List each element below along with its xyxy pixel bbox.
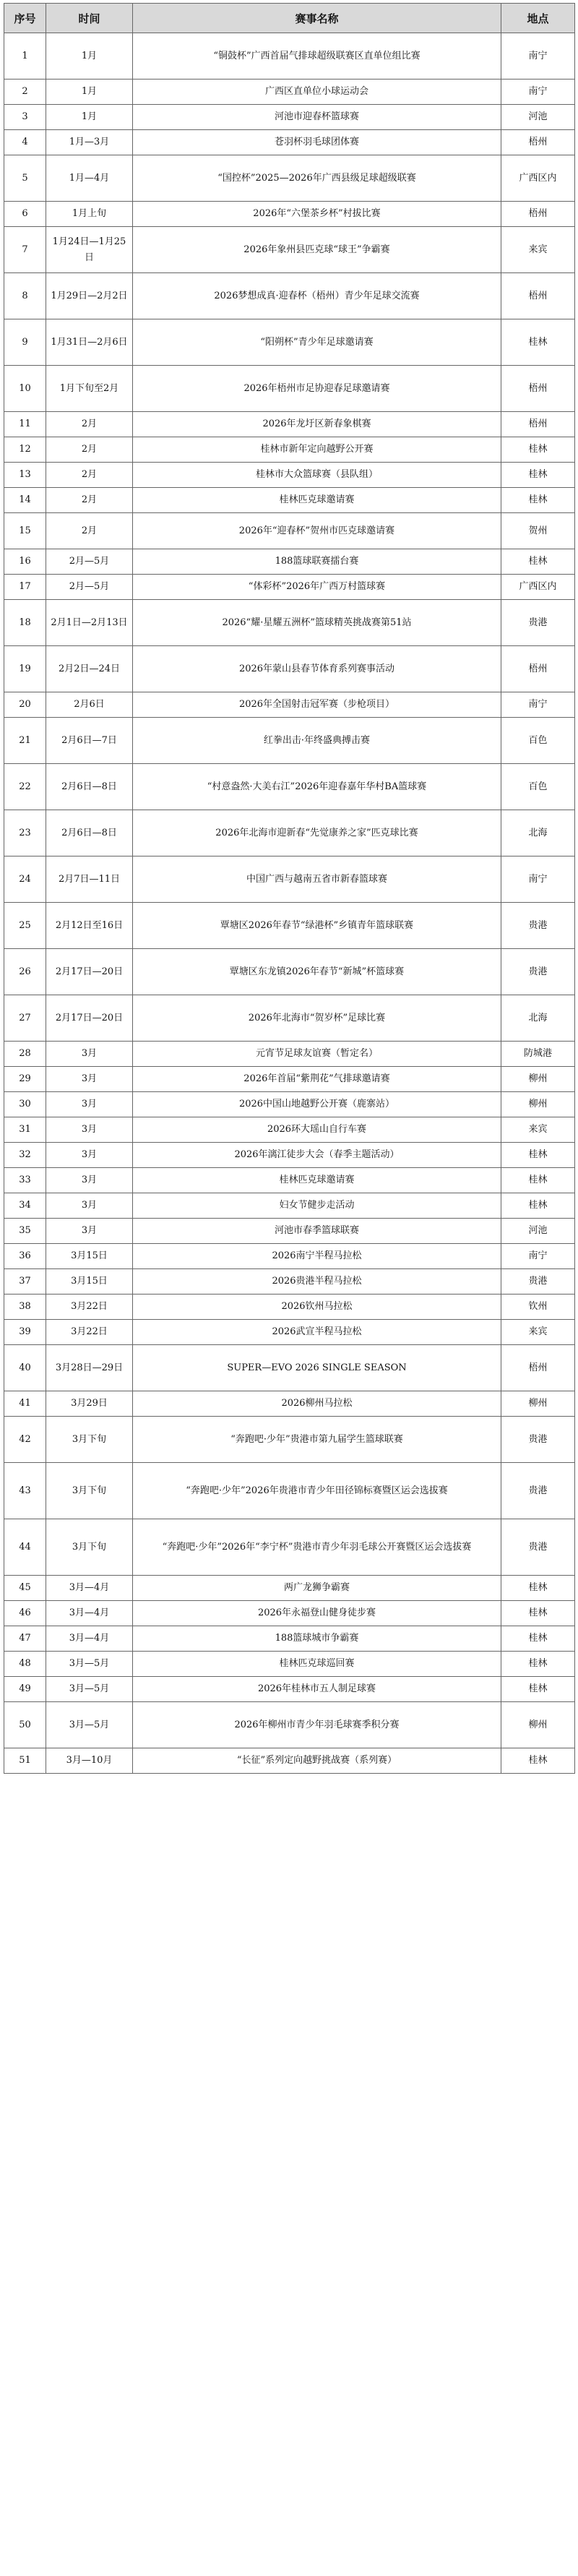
- row-event-name: 2026年梧州市足协迎春足球邀请赛: [133, 366, 501, 412]
- row-location: 桂林: [501, 319, 575, 366]
- header-serial: 序号: [4, 4, 46, 33]
- table-row: [4, 1576, 575, 1601]
- row-event-name: “国控杯”2025—2026年广西县级足球超级联赛: [133, 155, 501, 202]
- row-time: 3月28日—29日: [46, 1345, 133, 1391]
- table-row: [4, 995, 575, 1042]
- table-row: [4, 1042, 575, 1067]
- row-time: 2月2日—24日: [46, 646, 133, 692]
- row-location: 梧州: [501, 130, 575, 155]
- row-serial: 22: [4, 764, 46, 810]
- row-serial: 39: [4, 1320, 46, 1345]
- row-location: 河池: [501, 1219, 575, 1244]
- row-serial: 14: [4, 488, 46, 513]
- row-event-name: 元宵节足球友谊赛（暂定名）: [133, 1042, 501, 1067]
- table-row: [4, 1391, 575, 1417]
- row-time: 1月—4月: [46, 155, 133, 202]
- row-time: 1月下旬至2月: [46, 366, 133, 412]
- row-location: 贵港: [501, 1269, 575, 1295]
- row-location: 柳州: [501, 1092, 575, 1117]
- row-time: 3月—4月: [46, 1576, 133, 1601]
- row-event-name: “奔跑吧·少年”贵港市第九届学生篮球联赛: [133, 1417, 501, 1463]
- row-serial: 10: [4, 366, 46, 412]
- row-event-name: 2026中国山地越野公开赛（鹿寨站）: [133, 1092, 501, 1117]
- table-row: [4, 1092, 575, 1117]
- row-event-name: 2026南宁半程马拉松: [133, 1244, 501, 1269]
- row-serial: 34: [4, 1193, 46, 1219]
- table-row: [4, 1269, 575, 1295]
- row-event-name: 桂林市大众篮球赛（县队组）: [133, 463, 501, 488]
- table-row: [4, 949, 575, 995]
- row-location: 桂林: [501, 1748, 575, 1774]
- row-serial: 7: [4, 227, 46, 273]
- row-event-name: 河池市春季篮球联赛: [133, 1219, 501, 1244]
- row-location: 来宾: [501, 1320, 575, 1345]
- table-row: [4, 856, 575, 903]
- row-location: 柳州: [501, 1702, 575, 1748]
- row-location: 贺州: [501, 513, 575, 549]
- row-time: 3月下旬: [46, 1519, 133, 1576]
- row-event-name: 覃塘区2026年春节“绿港杯”乡镇青年篮球联赛: [133, 903, 501, 949]
- row-location: 防城港: [501, 1042, 575, 1067]
- table-header-row: [4, 4, 575, 33]
- row-event-name: 桂林匹克球邀请赛: [133, 488, 501, 513]
- table-row: [4, 1295, 575, 1320]
- table-row: [4, 319, 575, 366]
- row-event-name: “村意盎然·大美右江”2026年迎春嘉年华村BA篮球赛: [133, 764, 501, 810]
- row-event-name: 2026年桂林市五人制足球赛: [133, 1677, 501, 1702]
- row-time: 1月: [46, 105, 133, 130]
- row-serial: 17: [4, 575, 46, 600]
- row-event-name: 2026柳州马拉松: [133, 1391, 501, 1417]
- row-time: 3月: [46, 1042, 133, 1067]
- row-serial: 49: [4, 1677, 46, 1702]
- table-row: [4, 513, 575, 549]
- row-serial: 15: [4, 513, 46, 549]
- row-event-name: 2026年永福登山健身徒步赛: [133, 1601, 501, 1626]
- row-event-name: 河池市迎春杯篮球赛: [133, 105, 501, 130]
- row-time: 3月: [46, 1143, 133, 1168]
- row-location: 桂林: [501, 1576, 575, 1601]
- row-location: 北海: [501, 810, 575, 856]
- row-location: 钦州: [501, 1295, 575, 1320]
- row-event-name: 188篮球城市争霸赛: [133, 1626, 501, 1652]
- row-serial: 32: [4, 1143, 46, 1168]
- row-location: 柳州: [501, 1391, 575, 1417]
- table-row: [4, 155, 575, 202]
- row-location: 柳州: [501, 1067, 575, 1092]
- row-time: 3月—5月: [46, 1677, 133, 1702]
- row-time: 2月6日—8日: [46, 810, 133, 856]
- row-event-name: “奔跑吧·少年”2026年“李宁杯”贵港市青少年羽毛球公开赛暨区运会选拔赛: [133, 1519, 501, 1576]
- row-location: 桂林: [501, 1601, 575, 1626]
- row-serial: 11: [4, 412, 46, 437]
- row-time: 2月—5月: [46, 575, 133, 600]
- table-row: [4, 412, 575, 437]
- table-row: [4, 437, 575, 463]
- row-location: 桂林: [501, 549, 575, 575]
- table-row: [4, 1219, 575, 1244]
- row-time: 2月12日至16日: [46, 903, 133, 949]
- row-serial: 23: [4, 810, 46, 856]
- row-serial: 37: [4, 1269, 46, 1295]
- table-row: [4, 1244, 575, 1269]
- table-row: [4, 463, 575, 488]
- row-time: 2月17日—20日: [46, 995, 133, 1042]
- row-event-name: 2026钦州马拉松: [133, 1295, 501, 1320]
- row-serial: 28: [4, 1042, 46, 1067]
- row-event-name: 桂林匹克球邀请赛: [133, 1168, 501, 1193]
- row-serial: 4: [4, 130, 46, 155]
- row-location: 贵港: [501, 600, 575, 646]
- row-serial: 25: [4, 903, 46, 949]
- table-row: [4, 366, 575, 412]
- row-serial: 6: [4, 202, 46, 227]
- row-time: 1月24日—1月25日: [46, 227, 133, 273]
- table-row: [4, 1143, 575, 1168]
- row-serial: 41: [4, 1391, 46, 1417]
- row-serial: 16: [4, 549, 46, 575]
- row-time: 3月—4月: [46, 1601, 133, 1626]
- row-event-name: 2026年象州县匹克球“球王”争霸赛: [133, 227, 501, 273]
- row-serial: 47: [4, 1626, 46, 1652]
- table-row: [4, 600, 575, 646]
- row-location: 贵港: [501, 1519, 575, 1576]
- row-serial: 8: [4, 273, 46, 319]
- row-time: 3月: [46, 1067, 133, 1092]
- row-location: 梧州: [501, 646, 575, 692]
- table-row: [4, 1626, 575, 1652]
- row-serial: 38: [4, 1295, 46, 1320]
- row-time: 1月上旬: [46, 202, 133, 227]
- row-serial: 42: [4, 1417, 46, 1463]
- table-row: [4, 1702, 575, 1748]
- row-time: 1月: [46, 80, 133, 105]
- row-time: 2月6日—7日: [46, 718, 133, 764]
- row-event-name: 2026环大瑶山自行车赛: [133, 1117, 501, 1143]
- row-time: 3月29日: [46, 1391, 133, 1417]
- row-location: 贵港: [501, 1417, 575, 1463]
- row-time: 2月: [46, 488, 133, 513]
- row-time: 1月31日—2月6日: [46, 319, 133, 366]
- row-time: 3月—5月: [46, 1652, 133, 1677]
- row-serial: 48: [4, 1652, 46, 1677]
- row-location: 北海: [501, 995, 575, 1042]
- row-serial: 45: [4, 1576, 46, 1601]
- row-time: 3月15日: [46, 1269, 133, 1295]
- table-row: [4, 1320, 575, 1345]
- row-time: 3月22日: [46, 1295, 133, 1320]
- row-event-name: 苍羽杯羽毛球团体赛: [133, 130, 501, 155]
- row-event-name: 2026年全国射击冠军赛（步枪项目）: [133, 692, 501, 718]
- table-row: [4, 33, 575, 80]
- row-location: 贵港: [501, 1463, 575, 1519]
- table-row: [4, 1417, 575, 1463]
- row-serial: 26: [4, 949, 46, 995]
- row-serial: 29: [4, 1067, 46, 1092]
- row-event-name: 2026年漓江徒步大会（春季主题活动）: [133, 1143, 501, 1168]
- table-row: [4, 488, 575, 513]
- table-row: [4, 1067, 575, 1092]
- row-event-name: 2026年蒙山县春节体育系列赛事活动: [133, 646, 501, 692]
- row-location: 南宁: [501, 1244, 575, 1269]
- row-serial: 5: [4, 155, 46, 202]
- row-serial: 3: [4, 105, 46, 130]
- row-location: 南宁: [501, 856, 575, 903]
- row-location: 来宾: [501, 227, 575, 273]
- table-body: [4, 33, 575, 1774]
- table-row: [4, 273, 575, 319]
- row-serial: 21: [4, 718, 46, 764]
- row-serial: 46: [4, 1601, 46, 1626]
- row-serial: 51: [4, 1748, 46, 1774]
- row-serial: 43: [4, 1463, 46, 1519]
- header-time: 时间: [46, 4, 133, 33]
- events-table-container: [4, 3, 574, 1774]
- events-table: [4, 3, 575, 1774]
- table-row: [4, 1463, 575, 1519]
- row-event-name: 188篮球联赛擂台赛: [133, 549, 501, 575]
- row-serial: 36: [4, 1244, 46, 1269]
- row-time: 2月: [46, 463, 133, 488]
- row-serial: 27: [4, 995, 46, 1042]
- row-location: 贵港: [501, 949, 575, 995]
- row-location: 南宁: [501, 692, 575, 718]
- row-event-name: 2026年“迎春杯”贺州市匹克球邀请赛: [133, 513, 501, 549]
- row-serial: 24: [4, 856, 46, 903]
- row-time: 2月: [46, 513, 133, 549]
- row-location: 百色: [501, 764, 575, 810]
- row-event-name: 中国广西与越南五省市新春篮球赛: [133, 856, 501, 903]
- row-location: 百色: [501, 718, 575, 764]
- row-time: 3月22日: [46, 1320, 133, 1345]
- table-row: [4, 1168, 575, 1193]
- row-time: 3月—5月: [46, 1702, 133, 1748]
- header-event-name: 赛事名称: [133, 4, 501, 33]
- table-row: [4, 202, 575, 227]
- row-serial: 50: [4, 1702, 46, 1748]
- row-time: 2月6日: [46, 692, 133, 718]
- row-location: 桂林: [501, 463, 575, 488]
- row-event-name: 桂林匹克球巡回赛: [133, 1652, 501, 1677]
- table-row: [4, 1519, 575, 1576]
- row-location: 桂林: [501, 488, 575, 513]
- row-event-name: 2026年“六堡茶乡杯”村拔比赛: [133, 202, 501, 227]
- row-event-name: 2026贵港半程马拉松: [133, 1269, 501, 1295]
- row-time: 3月下旬: [46, 1417, 133, 1463]
- row-event-name: 2026年北海市迎新春“先觉康养之家”匹克球比赛: [133, 810, 501, 856]
- row-location: 桂林: [501, 437, 575, 463]
- row-serial: 12: [4, 437, 46, 463]
- row-serial: 30: [4, 1092, 46, 1117]
- header-location: 地点: [501, 4, 575, 33]
- row-serial: 18: [4, 600, 46, 646]
- table-row: [4, 575, 575, 600]
- row-event-name: 2026年龙圩区新春象棋赛: [133, 412, 501, 437]
- row-location: 广西区内: [501, 155, 575, 202]
- table-row: [4, 1601, 575, 1626]
- table-row: [4, 1193, 575, 1219]
- row-time: 3月15日: [46, 1244, 133, 1269]
- row-time: 2月—5月: [46, 549, 133, 575]
- row-event-name: 广西区直单位小球运动会: [133, 80, 501, 105]
- row-event-name: 2026年首届“紫荆花”气排球邀请赛: [133, 1067, 501, 1092]
- row-time: 3月: [46, 1193, 133, 1219]
- row-time: 2月: [46, 437, 133, 463]
- row-location: 桂林: [501, 1193, 575, 1219]
- row-location: 贵港: [501, 903, 575, 949]
- table-row: [4, 692, 575, 718]
- row-time: 2月6日—8日: [46, 764, 133, 810]
- row-time: 2月17日—20日: [46, 949, 133, 995]
- row-location: 河池: [501, 105, 575, 130]
- row-time: 3月下旬: [46, 1463, 133, 1519]
- row-event-name: “长征”系列定向越野挑战赛（系列赛）: [133, 1748, 501, 1774]
- table-row: [4, 903, 575, 949]
- table-row: [4, 130, 575, 155]
- table-row: [4, 1345, 575, 1391]
- row-location: 南宁: [501, 33, 575, 80]
- row-time: 3月—10月: [46, 1748, 133, 1774]
- row-time: 3月: [46, 1117, 133, 1143]
- row-event-name: “铜鼓杯”广西首届气排球超级联赛区直单位组比赛: [133, 33, 501, 80]
- row-serial: 20: [4, 692, 46, 718]
- row-event-name: 红拳出击·年终盛典搏击赛: [133, 718, 501, 764]
- row-serial: 40: [4, 1345, 46, 1391]
- row-serial: 31: [4, 1117, 46, 1143]
- row-event-name: 两广龙狮争霸赛: [133, 1576, 501, 1601]
- row-event-name: 2026武宣半程马拉松: [133, 1320, 501, 1345]
- row-time: 1月: [46, 33, 133, 80]
- row-location: 南宁: [501, 80, 575, 105]
- row-event-name: “体彩杯”2026年广西万村篮球赛: [133, 575, 501, 600]
- row-location: 梧州: [501, 273, 575, 319]
- row-location: 梧州: [501, 366, 575, 412]
- table-row: [4, 1117, 575, 1143]
- row-event-name: 覃塘区东龙镇2026年春节“新城”杯篮球赛: [133, 949, 501, 995]
- row-location: 梧州: [501, 1345, 575, 1391]
- row-event-name: 妇女节健步走活动: [133, 1193, 501, 1219]
- row-time: 2月7日—11日: [46, 856, 133, 903]
- table-row: [4, 810, 575, 856]
- row-location: 梧州: [501, 202, 575, 227]
- table-row: [4, 1748, 575, 1774]
- row-serial: 2: [4, 80, 46, 105]
- row-location: 广西区内: [501, 575, 575, 600]
- row-serial: 33: [4, 1168, 46, 1193]
- table-row: [4, 646, 575, 692]
- row-event-name: “奔跑吧·少年”2026年贵港市青少年田径锦标赛暨区运会选拔赛: [133, 1463, 501, 1519]
- row-event-name: SUPER—EVO 2026 SINGLE SEASON: [133, 1345, 501, 1391]
- table-row: [4, 1677, 575, 1702]
- row-time: 2月: [46, 412, 133, 437]
- row-time: 2月1日—2月13日: [46, 600, 133, 646]
- row-serial: 1: [4, 33, 46, 80]
- row-serial: 44: [4, 1519, 46, 1576]
- row-time: 3月—4月: [46, 1626, 133, 1652]
- row-event-name: 2026“耀·星耀五洲杯”篮球精英挑战赛第51站: [133, 600, 501, 646]
- row-location: 桂林: [501, 1168, 575, 1193]
- row-event-name: 2026梦想成真·迎春杯（梧州）青少年足球交流赛: [133, 273, 501, 319]
- row-location: 桂林: [501, 1626, 575, 1652]
- table-row: [4, 764, 575, 810]
- row-location: 桂林: [501, 1652, 575, 1677]
- row-event-name: 2026年北海市“贺岁杯”足球比赛: [133, 995, 501, 1042]
- row-event-name: 桂林市新年定向越野公开赛: [133, 437, 501, 463]
- row-serial: 13: [4, 463, 46, 488]
- row-time: 3月: [46, 1219, 133, 1244]
- row-serial: 19: [4, 646, 46, 692]
- row-time: 1月—3月: [46, 130, 133, 155]
- row-serial: 35: [4, 1219, 46, 1244]
- row-serial: 9: [4, 319, 46, 366]
- row-time: 1月29日—2月2日: [46, 273, 133, 319]
- row-time: 3月: [46, 1092, 133, 1117]
- row-location: 来宾: [501, 1117, 575, 1143]
- table-row: [4, 549, 575, 575]
- row-event-name: 2026年柳州市青少年羽毛球赛季积分赛: [133, 1702, 501, 1748]
- table-row: [4, 718, 575, 764]
- row-event-name: “阳朔杯”青少年足球邀请赛: [133, 319, 501, 366]
- table-row: [4, 105, 575, 130]
- table-row: [4, 80, 575, 105]
- table-row: [4, 1652, 575, 1677]
- row-time: 3月: [46, 1168, 133, 1193]
- row-location: 桂林: [501, 1143, 575, 1168]
- row-location: 桂林: [501, 1677, 575, 1702]
- row-location: 梧州: [501, 412, 575, 437]
- table-row: [4, 227, 575, 273]
